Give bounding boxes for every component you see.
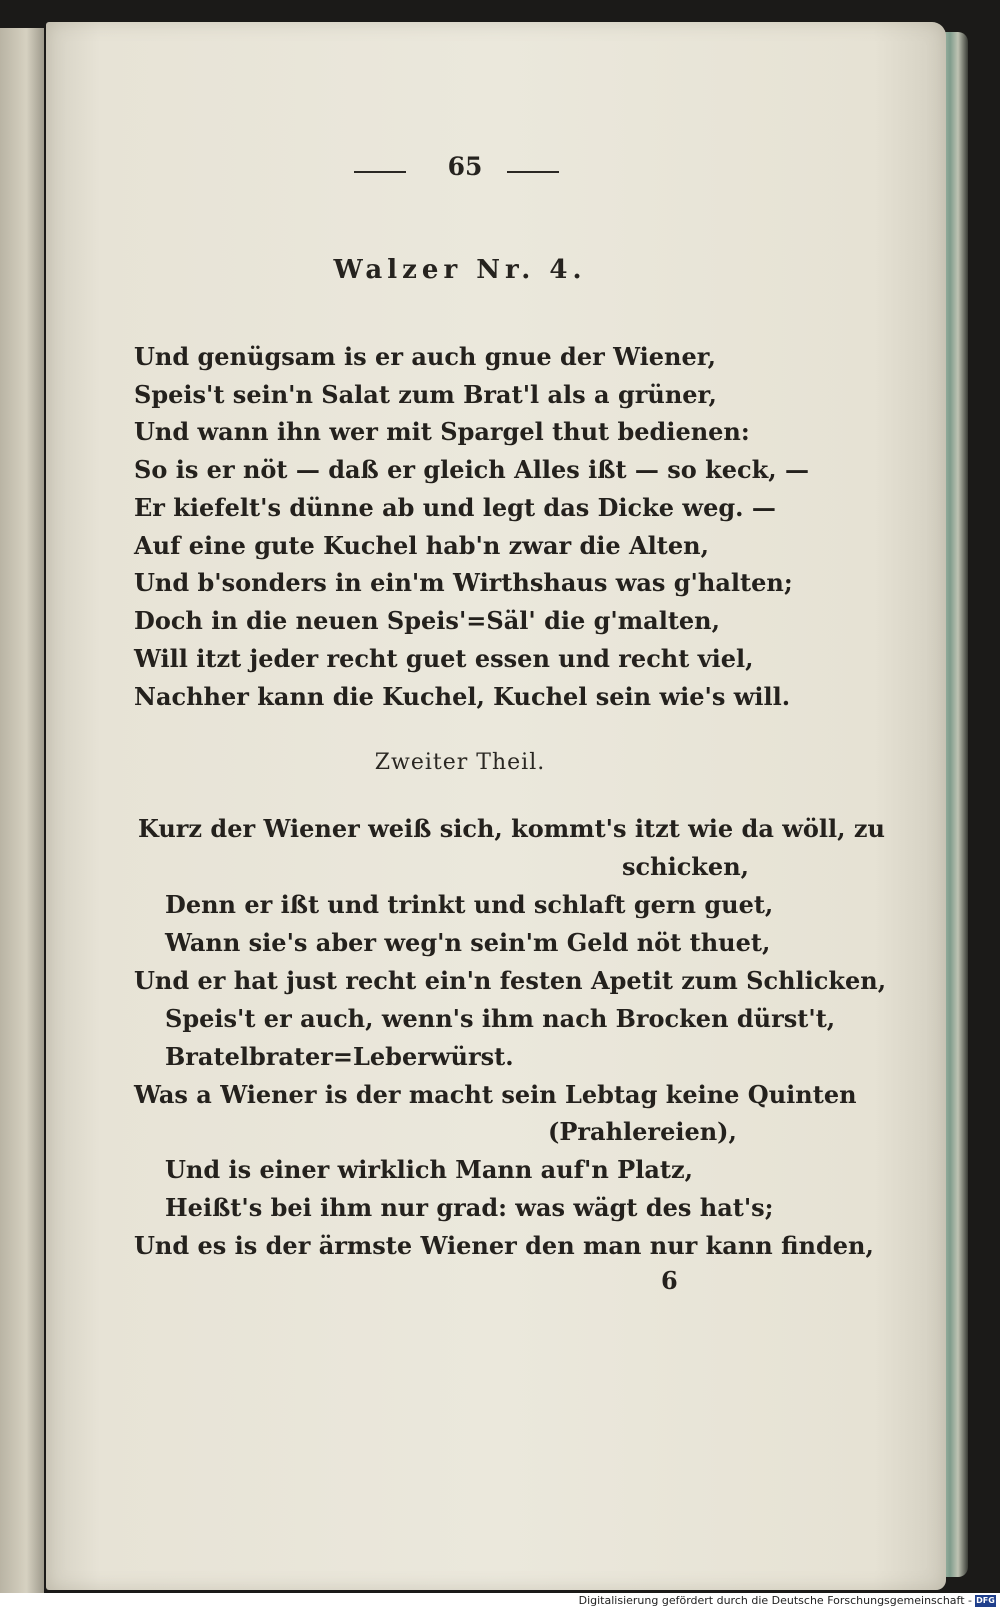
verse-line: Und b'sonders in ein'm Wirthshaus was g'halten; — [134, 568, 793, 597]
verse-line: Denn er ißt und trinkt und schlaft gern guet, — [165, 890, 774, 919]
verse-line: Und is einer wirklich Mann auf'n Platz, — [165, 1155, 693, 1184]
header-rule-right — [507, 171, 559, 173]
verse-line: Was a Wiener is der macht sein Lebtag keine Quinten — [134, 1080, 857, 1109]
verse-line: Nachher kann die Kuchel, Kuchel sein wie's will. — [134, 682, 791, 711]
verse-line-continuation: (Prahlereien), — [548, 1117, 737, 1146]
verse-line: Speis't er auch, wenn's ihm nach Brocken dürst't, — [165, 1004, 836, 1033]
verse-line: Heißt's bei ihm nur grad: was wägt des hat's; — [165, 1193, 774, 1222]
verse-line: Er kiefelt's dünne ab und legt das Dicke weg. — — [134, 493, 776, 522]
verse-line: Will itzt jeder recht guet essen und recht viel, — [134, 644, 754, 673]
verse-line: Und wann ihn wer mit Spargel thut bedienen: — [134, 417, 750, 446]
verse-line: Und genügsam is er auch gnue der Wiener, — [134, 342, 716, 371]
facing-page-edge — [0, 28, 44, 1593]
funding-notice: Digitalisierung gefördert durch die Deutsche Forschungsgemeinschaft - — [578, 1594, 972, 1607]
verse-line: Auf eine gute Kuchel hab'n zwar die Alten, — [134, 531, 709, 560]
verse-line: Kurz der Wiener weiß sich, kommt's itzt wie da wöll, zu — [138, 814, 885, 843]
verse-line: Speis't sein'n Salat zum Brat'l als a grüner, — [134, 380, 717, 409]
verse-line-continuation: schicken, — [622, 852, 750, 881]
section-heading: Zweiter Theil. — [374, 750, 546, 775]
verse-line: So is er nöt — daß er gleich Alles ißt — so keck, — — [134, 455, 809, 484]
page-number: 65 — [447, 152, 483, 181]
verse-line: Wann sie's aber weg'n sein'm Geld nöt thuet, — [165, 928, 771, 957]
signature-mark: 6 — [661, 1266, 678, 1295]
verse-line: Doch in die neuen Speis'=Säl' die g'malten, — [134, 606, 720, 635]
verse-line: Und er hat just recht ein'n festen Apetit zum Schlicken, — [134, 966, 887, 995]
verse-line: Und es is der ärmste Wiener den man nur kann finden, — [134, 1231, 874, 1260]
dfg-logo: DFG — [976, 1596, 995, 1605]
header-rule-left — [354, 171, 406, 173]
poem-title: Walzer Nr. 4. — [333, 255, 587, 285]
verse-line: Bratelbrater=Leberwürst. — [165, 1042, 514, 1071]
